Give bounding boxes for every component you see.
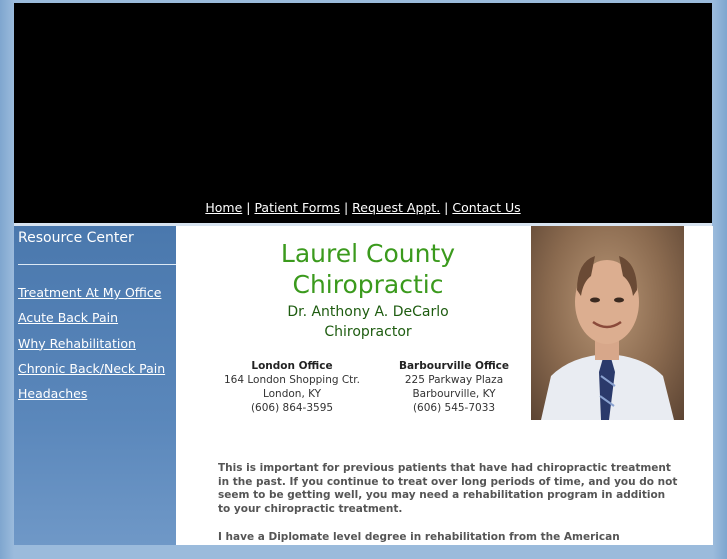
sidebar-item bbox=[18, 383, 165, 408]
office-phone: (606) 864-3595 bbox=[250, 402, 334, 414]
doctor-portrait-image bbox=[531, 226, 684, 420]
office-name: Barbourville Office bbox=[398, 360, 510, 372]
nav-request-appt-link[interactable]: Request Appt. bbox=[352, 200, 441, 215]
office-barbourville bbox=[374, 359, 534, 415]
top-navigation bbox=[14, 200, 712, 215]
header-banner bbox=[14, 3, 712, 223]
sidebar-link-headaches[interactable]: Headaches bbox=[18, 386, 88, 402]
doctor-name: Dr. Anthony A. DeCarlo bbox=[287, 304, 449, 320]
sidebar-item bbox=[18, 282, 165, 307]
office-address: 225 Parkway Plaza bbox=[404, 374, 504, 386]
sidebar-link-chronic-pain[interactable]: Chronic Back/Neck Pain bbox=[18, 360, 166, 376]
doctor-photo bbox=[531, 226, 684, 420]
doctor-info bbox=[238, 302, 498, 342]
sidebar bbox=[14, 226, 176, 545]
sidebar-link-list bbox=[18, 282, 165, 408]
nav-separator: | bbox=[246, 200, 251, 215]
sidebar-title: Resource Center bbox=[18, 230, 134, 246]
sidebar-link-acute-back-pain[interactable]: Acute Back Pain bbox=[18, 310, 119, 326]
nav-separator: | bbox=[444, 200, 449, 215]
sidebar-item bbox=[18, 307, 165, 332]
paragraph: I have a Diplomate level degree in rehabilitation from the American bbox=[218, 530, 620, 543]
sidebar-divider bbox=[18, 264, 176, 265]
practice-name-line2: Chiropractic bbox=[292, 270, 444, 299]
nav-home-link[interactable]: Home bbox=[205, 200, 243, 215]
main-content bbox=[176, 226, 713, 545]
sidebar-item bbox=[18, 358, 165, 383]
body-text bbox=[218, 462, 678, 559]
practice-name-line1: Laurel County bbox=[280, 239, 456, 268]
sidebar-item bbox=[18, 333, 165, 358]
nav-patient-forms-link[interactable]: Patient Forms bbox=[254, 200, 340, 215]
doctor-title: Chiropractor bbox=[324, 324, 412, 340]
office-london bbox=[212, 359, 372, 415]
sidebar-link-why-rehabilitation[interactable]: Why Rehabilitation bbox=[18, 335, 136, 351]
sidebar-link-treatment[interactable]: Treatment At My Office bbox=[18, 285, 162, 300]
office-city: London, KY bbox=[262, 388, 322, 400]
nav-contact-us-link[interactable]: Contact Us bbox=[452, 200, 521, 215]
office-name: London Office bbox=[251, 360, 333, 372]
office-address: 164 London Shopping Ctr. bbox=[224, 374, 360, 386]
office-city: Barbourville, KY bbox=[412, 388, 496, 400]
practice-name bbox=[238, 238, 498, 300]
office-phone: (606) 545-7033 bbox=[412, 402, 496, 414]
nav-separator: | bbox=[343, 200, 349, 215]
paragraph: This is important for previous patients that have had chiropractic treatment in the past. If you continue to treat over long periods of time, and you do not seem to be getting well, you may need a rehabilitation program in addition to your chiropractic treatment. bbox=[218, 462, 678, 516]
